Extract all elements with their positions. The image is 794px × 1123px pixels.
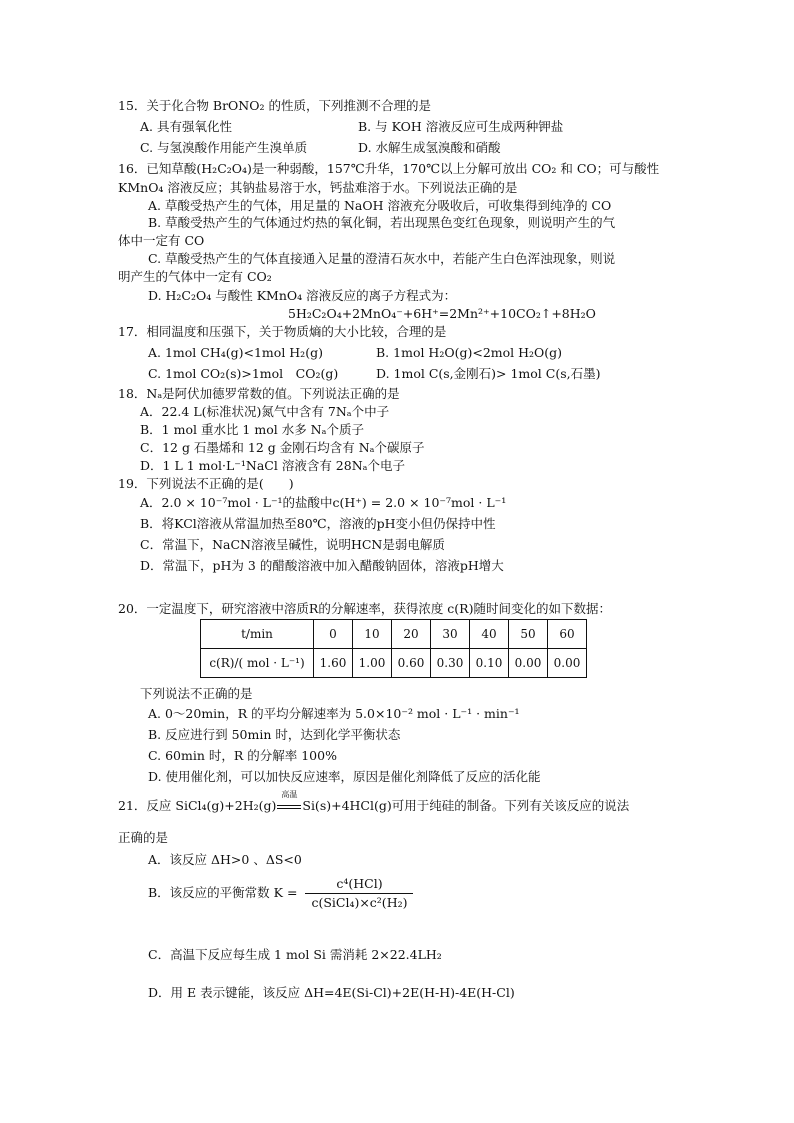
q21-reactants: 21．反应 SiCl₄(g)+2H₂(g) bbox=[118, 798, 277, 813]
table-cell: 20 bbox=[392, 620, 431, 649]
q19-option-b: B．将KCl溶液从常温加热至80℃，溶液的pH变小但仍保持中性 bbox=[140, 516, 496, 531]
table-cell: 0.00 bbox=[509, 649, 548, 678]
table-cell: 0.10 bbox=[470, 649, 509, 678]
table-cell: 40 bbox=[470, 620, 509, 649]
q15-option-a: A. 具有强氧化性 bbox=[140, 119, 232, 134]
q16-option-b-line1: B. 草酸受热产生的气体通过灼热的氧化铜，若出现黑色变红色现象，则说明产生的气 bbox=[148, 215, 616, 230]
q21-products: Si(s)+4HCl(g)可用于纯硅的制备。下列有关该反应的说法 bbox=[302, 798, 630, 813]
concentration-table bbox=[200, 619, 587, 678]
q21-option-a: A．该反应 ΔH>0 、ΔS<0 bbox=[148, 852, 302, 867]
q16-stem-line1: 16．已知草酸(H₂C₂O₄)是一种弱酸，157℃升华，170℃以上分解可放出 CO₂ 和 CO；可与酸性 bbox=[118, 161, 660, 176]
q17-stem: 17．相同温度和压强下，关于物质熵的大小比较，合理的是 bbox=[118, 324, 447, 339]
q21-option-d: D．用 E 表示键能，该反应 ΔH=4E(Si-Cl)+2E(H-H)-4E(H-Cl) bbox=[148, 985, 515, 1000]
q20-option-b: B. 反应进行到 50min 时，达到化学平衡状态 bbox=[148, 727, 401, 742]
q18-option-c: C．12 g 石墨烯和 12 g 金刚石均含有 Nₐ个碳原子 bbox=[140, 440, 425, 455]
table-header-concentration: c(R)/( mol · L⁻¹) bbox=[201, 649, 314, 678]
q21-stem-line2: 正确的是 bbox=[118, 830, 169, 845]
table-cell: 30 bbox=[431, 620, 470, 649]
table-cell: 50 bbox=[509, 620, 548, 649]
q15-option-c: C. 与氢溴酸作用能产生溴单质 bbox=[140, 140, 308, 155]
q16-stem-line2: KMnO₄ 溶液反应；其钠盐易溶于水，钙盐难溶于水。下列说法正确的是 bbox=[118, 180, 518, 195]
q21-stem-line1 bbox=[118, 790, 630, 813]
q21-option-b-label: B．该反应的平衡常数 K = bbox=[148, 885, 298, 900]
q18-option-b: B．1 mol 重水比 1 mol 水多 Nₐ个质子 bbox=[140, 422, 364, 437]
table-cell: 0.30 bbox=[431, 649, 470, 678]
q17-option-a: A. 1mol CH₄(g)<1mol H₂(g) bbox=[148, 345, 323, 360]
q20-lead: 下列说法不正确的是 bbox=[140, 686, 253, 701]
q19-option-a: A．2.0 × 10⁻⁷mol · L⁻¹的盐酸中c(H⁺) = 2.0 × 10⁻⁷mol · L⁻¹ bbox=[140, 495, 507, 510]
q16-option-a: A. 草酸受热产生的气体，用足量的 NaOH 溶液充分吸收后，可收集得到纯净的 CO bbox=[148, 198, 612, 213]
q18-option-d: D．1 L 1 mol·L⁻¹NaCl 溶液含有 28Nₐ个电子 bbox=[140, 458, 405, 473]
q18-stem: 18．Nₐ是阿伏加德罗常数的值。下列说法正确的是 bbox=[118, 386, 400, 401]
q16-option-b-line2: 体中一定有 CO bbox=[118, 233, 205, 248]
q21-option-c: C．高温下反应每生成 1 mol Si 需消耗 2×22.4LH₂ bbox=[148, 947, 442, 962]
q15-option-b: B. 与 KOH 溶液反应可生成两种钾盐 bbox=[358, 119, 564, 134]
q21-option-b bbox=[148, 878, 413, 909]
q17-option-b: B. 1mol H₂O(g)<2mol H₂O(g) bbox=[376, 345, 563, 360]
q16-option-c-line2: 明产生的气体中一定有 CO₂ bbox=[118, 269, 272, 284]
table-cell: 1.60 bbox=[314, 649, 353, 678]
q19-option-c: C．常温下，NaCN溶液呈碱性，说明HCN是弱电解质 bbox=[140, 537, 445, 552]
table-cell: 60 bbox=[548, 620, 587, 649]
q15-option-d: D. 水解生成氢溴酸和硝酸 bbox=[358, 140, 501, 155]
table-cell: 0.00 bbox=[548, 649, 587, 678]
table-header-time: t/min bbox=[201, 620, 314, 649]
q19-stem: 19．下列说法不正确的是( ) bbox=[118, 476, 294, 491]
q20-option-d: D. 使用催化剂，可以加快反应速率，原因是催化剂降低了反应的活化能 bbox=[148, 769, 541, 784]
q19-option-d: D．常温下，pH为 3 的醋酸溶液中加入醋酸钠固体，溶液pH增大 bbox=[140, 558, 504, 573]
table-cell: 0.60 bbox=[392, 649, 431, 678]
q16-option-d-line1: D. H₂C₂O₄ 与酸性 KMnO₄ 溶液反应的离子方程式为： bbox=[148, 288, 457, 303]
q18-option-a: A．22.4 L(标准状况)氮气中含有 7Nₐ个中子 bbox=[140, 404, 390, 419]
q17-option-d: D. 1mol C(s,金刚石)> 1mol C(s,石墨) bbox=[376, 366, 601, 381]
table-cell: 1.00 bbox=[353, 649, 392, 678]
q20-option-a: A. 0～20min，R 的平均分解速率为 5.0×10⁻² mol · L⁻¹ · min⁻¹ bbox=[148, 706, 520, 721]
fraction-numerator: c⁴(HCl) bbox=[305, 878, 413, 894]
q16-ionic-equation: 5H₂C₂O₄+2MnO₄⁻+6H⁺=2Mn²⁺+10CO₂↑+8H₂O bbox=[288, 306, 596, 321]
q20-stem: 20．一定温度下，研究溶液中溶质R的分解速率，获得浓度 c(R)随时间变化的如下数据： bbox=[118, 601, 611, 616]
table-row-time bbox=[201, 620, 587, 649]
table-row-concentration bbox=[201, 649, 587, 678]
q16-option-c-line1: C. 草酸受热产生的气体直接通入足量的澄清石灰水中，若能产生白色浑浊现象，则说 bbox=[148, 251, 616, 266]
q15-stem: 15．关于化合物 BrONO₂ 的性质，下列推测不合理的是 bbox=[118, 98, 431, 113]
q20-option-c: C. 60min 时，R 的分解率 100% bbox=[148, 748, 337, 763]
table-cell: 10 bbox=[353, 620, 392, 649]
equilibrium-constant-fraction bbox=[305, 878, 413, 909]
reaction-condition: 高温 bbox=[281, 790, 298, 799]
equals-sign bbox=[277, 805, 301, 809]
table-cell: 0 bbox=[314, 620, 353, 649]
fraction-denominator: c(SiCl₄)×c²(H₂) bbox=[311, 894, 408, 910]
reaction-arrow bbox=[276, 790, 302, 813]
q17-option-c: C. 1mol CO₂(s)>1mol CO₂(g) bbox=[148, 366, 339, 381]
